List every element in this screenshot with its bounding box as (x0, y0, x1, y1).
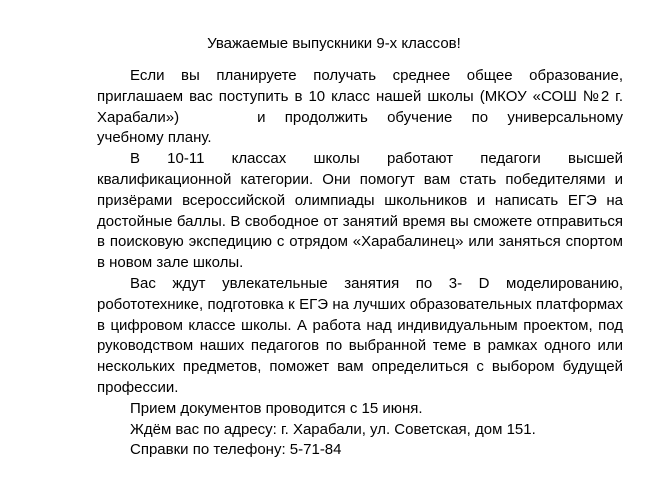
paragraph-activities: Вас ждут увлекательные занятия по 3- D моделированию, робототехнике, подготовка к ЕГЭ на лучших образовательных платформах в цифровом классе школы. А работа над индивидуальным проектом, под руководством наших педагогов по выбранной теме в рамках одного или нескольких предметов, поможет вам определиться с выбором будущей профессии. (97, 274, 623, 396)
document-title: Уважаемые выпускники 9-х классов! (207, 35, 461, 52)
paragraph-address: Ждём вас по адресу: г. Харабали, ул. Советская, дом 151. (130, 420, 536, 438)
document-body (97, 66, 623, 461)
paragraph-teachers: В 10-11 классах школы работают педагоги высшей квалификационной категории. Они помогут вам стать победителями и призёрами всероссийской олимпиады школьников и написать ЕГЭ на достойные баллы. В свободное от занятий время вы сможете отправиться в поисковую экспедицию с отрядом «Харабалинец» или заняться спортом в новом зале школы. (97, 150, 623, 272)
paragraph-intro-part1: Если вы планируете получать среднее общее образование, приглашаем вас поступить в 10 класс нашей школы (МКОУ «СОШ №2 г. Харабали») (97, 67, 623, 126)
paragraph-intro (97, 66, 623, 149)
paragraph-admission-date: Прием документов проводится с 15 июня. (130, 399, 423, 417)
paragraph-intro-part2: и продолжить обучение по универсальному учебному плану. (97, 108, 623, 147)
paragraph-phone: Справки по телефону: 5-71-84 (130, 441, 342, 459)
